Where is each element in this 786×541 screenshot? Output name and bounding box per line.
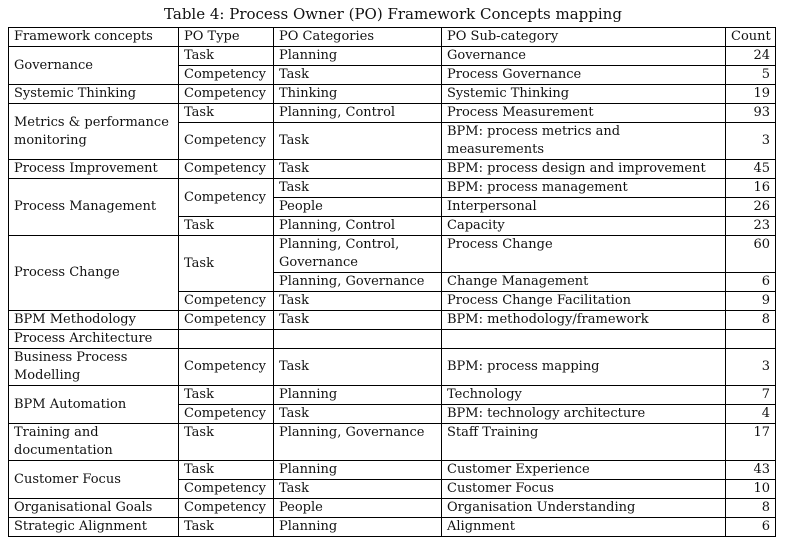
header-po-type: PO Type [179,28,274,47]
count-cell: 6 [726,518,776,537]
po-subcategory-cell: Process Change Facilitation [442,292,726,311]
po-subcategory-cell: Capacity [442,217,726,236]
po-type-cell: Task [179,461,274,480]
po-category-cell: People [274,198,442,217]
po-type-cell: Competency [179,480,274,499]
concept-cell: Process Change [9,236,179,311]
count-cell: 60 [726,236,776,273]
po-category-cell: Task [274,480,442,499]
po-category-cell: Task [274,292,442,311]
count-cell: 93 [726,104,776,123]
po-subcategory-cell: BPM: technology architecture [442,405,726,424]
po-type-cell: Competency [179,499,274,518]
po-type-cell: Competency [179,349,274,386]
po-category-cell: Thinking [274,85,442,104]
po-subcategory-cell: Alignment [442,518,726,537]
table-row [9,179,776,198]
table-row [9,349,776,386]
po-subcategory-cell: Systemic Thinking [442,85,726,104]
po-category-cell [274,330,442,349]
count-cell: 19 [726,85,776,104]
po-type-cell: Competency [179,66,274,85]
po-subcategory-cell: BPM: methodology/framework [442,311,726,330]
table-row [9,236,776,273]
framework-concepts-table [8,27,776,537]
count-cell [726,330,776,349]
po-subcategory-cell: Interpersonal [442,198,726,217]
po-type-cell: Task [179,518,274,537]
concept-cell: Business Process Modelling [9,349,179,386]
po-subcategory-cell: Change Management [442,273,726,292]
header-po-categories: PO Categories [274,28,442,47]
po-category-cell: Planning, Governance [274,273,442,292]
po-subcategory-cell: BPM: process mapping [442,349,726,386]
table-row [9,386,776,405]
po-type-cell: Task [179,236,274,292]
table-row [9,518,776,537]
count-cell: 24 [726,47,776,66]
po-subcategory-cell: Process Measurement [442,104,726,123]
po-type-cell: Task [179,47,274,66]
count-cell: 4 [726,405,776,424]
po-category-cell: Task [274,405,442,424]
concept-cell: Training and documentation [9,424,179,461]
po-category-cell: Planning, Control, Governance [274,236,442,273]
table-row [9,424,776,461]
po-subcategory-cell: BPM: process management [442,179,726,198]
po-subcategory-cell: Organisation Understanding [442,499,726,518]
table-row [9,160,776,179]
po-type-cell: Competency [179,405,274,424]
count-cell: 8 [726,311,776,330]
concept-cell: BPM Automation [9,386,179,424]
po-category-cell: Planning [274,518,442,537]
po-subcategory-cell: Governance [442,47,726,66]
table-row [9,311,776,330]
header-count: Count [726,28,776,47]
count-cell: 43 [726,461,776,480]
po-category-cell: Planning [274,386,442,405]
count-cell: 3 [726,123,776,160]
po-category-cell: Task [274,179,442,198]
po-type-cell: Task [179,104,274,123]
po-type-cell: Competency [179,123,274,160]
po-category-cell: Task [274,66,442,85]
table-header-row [9,28,776,47]
po-category-cell: Planning [274,461,442,480]
po-category-cell: Planning [274,47,442,66]
po-type-cell: Competency [179,160,274,179]
table-caption: Table 4: Process Owner (PO) Framework Concepts mapping [164,5,622,23]
concept-cell: Process Architecture [9,330,179,349]
po-subcategory-cell [442,330,726,349]
table-row [9,85,776,104]
po-category-cell: People [274,499,442,518]
count-cell: 10 [726,480,776,499]
concept-cell: BPM Methodology [9,311,179,330]
po-subcategory-cell: BPM: process design and improvement [442,160,726,179]
po-subcategory-cell: BPM: process metrics and measurements [442,123,726,160]
po-subcategory-cell: Process Change [442,236,726,273]
po-subcategory-cell: Process Governance [442,66,726,85]
header-po-sub-category: PO Sub-category [442,28,726,47]
count-cell: 26 [726,198,776,217]
count-cell: 3 [726,349,776,386]
po-category-cell: Task [274,311,442,330]
header-framework-concepts: Framework concepts [9,28,179,47]
po-type-cell: Task [179,424,274,461]
po-type-cell [179,330,274,349]
count-cell: 45 [726,160,776,179]
po-subcategory-cell: Staff Training [442,424,726,461]
concept-cell: Governance [9,47,179,85]
po-category-cell: Planning, Control [274,217,442,236]
concept-cell: Organisational Goals [9,499,179,518]
table-row [9,104,776,123]
po-subcategory-cell: Customer Experience [442,461,726,480]
table-row [9,47,776,66]
count-cell: 9 [726,292,776,311]
po-type-cell: Competency [179,85,274,104]
table-row [9,330,776,349]
po-type-cell: Competency [179,311,274,330]
po-category-cell: Task [274,123,442,160]
count-cell: 6 [726,273,776,292]
po-type-cell: Task [179,217,274,236]
po-category-cell: Task [274,349,442,386]
count-cell: 17 [726,424,776,461]
po-subcategory-cell: Technology [442,386,726,405]
concept-cell: Strategic Alignment [9,518,179,537]
po-category-cell: Planning, Control [274,104,442,123]
count-cell: 23 [726,217,776,236]
count-cell: 8 [726,499,776,518]
po-type-cell: Competency [179,292,274,311]
po-type-cell: Competency [179,179,274,217]
po-type-cell: Task [179,386,274,405]
concept-cell: Process Management [9,179,179,236]
count-cell: 16 [726,179,776,198]
table-row [9,461,776,480]
table-row [9,499,776,518]
concept-cell: Customer Focus [9,461,179,499]
concept-cell: Metrics & performance monitoring [9,104,179,160]
concept-cell: Systemic Thinking [9,85,179,104]
concept-cell: Process Improvement [9,160,179,179]
po-category-cell: Planning, Governance [274,424,442,461]
po-subcategory-cell: Customer Focus [442,480,726,499]
count-cell: 7 [726,386,776,405]
po-category-cell: Task [274,160,442,179]
count-cell: 5 [726,66,776,85]
